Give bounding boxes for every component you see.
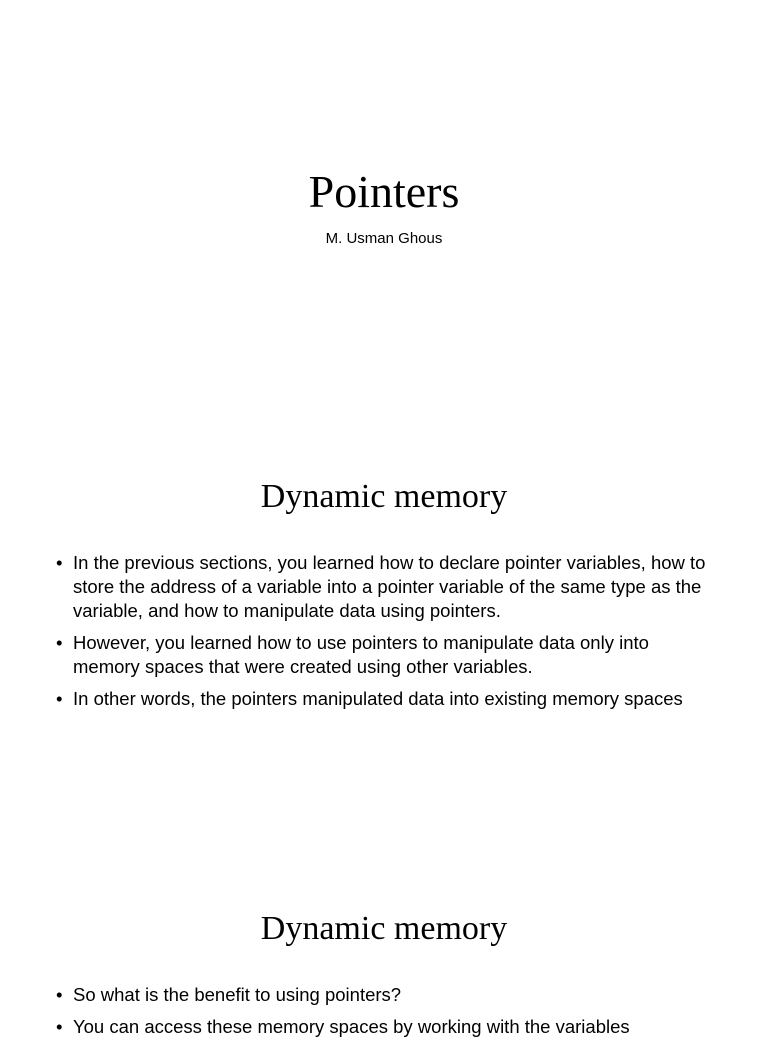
bullet-icon: •	[56, 984, 63, 1005]
bullet-text: However, you learned how to use pointers to manipulate data only into memory spaces that were created using other variables.	[73, 632, 649, 677]
list-item	[56, 687, 716, 711]
title-slide	[0, 0, 768, 432]
bullet-list	[56, 551, 716, 719]
bullet-text: In other words, the pointers manipulated data into existing memory spaces	[73, 688, 683, 709]
dynamic-memory-slide-2	[0, 864, 768, 1037]
bullet-icon: •	[56, 632, 63, 653]
bullet-icon: •	[56, 552, 63, 573]
list-item	[56, 551, 716, 623]
list-item	[56, 983, 716, 1007]
dynamic-memory-slide-1	[0, 432, 768, 864]
list-item	[56, 1015, 716, 1039]
slide-heading: Dynamic memory	[260, 910, 508, 947]
bullet-text: You can access these memory spaces by working with the variables	[73, 1016, 630, 1037]
author-name: M. Usman Ghous	[325, 230, 443, 247]
bullet-list	[56, 983, 716, 1047]
slide-heading: Dynamic memory	[260, 478, 508, 515]
bullet-text: In the previous sections, you learned how to declare pointer variables, how to store the address of a variable into a pointer variable of the same type as the variable, and how to manipulate data using pointers.	[73, 552, 706, 621]
bullet-icon: •	[56, 1016, 63, 1037]
slide-title: Pointers	[308, 166, 460, 217]
bullet-icon: •	[56, 688, 63, 709]
list-item	[56, 631, 716, 679]
bullet-text: So what is the benefit to using pointers?	[73, 984, 402, 1005]
